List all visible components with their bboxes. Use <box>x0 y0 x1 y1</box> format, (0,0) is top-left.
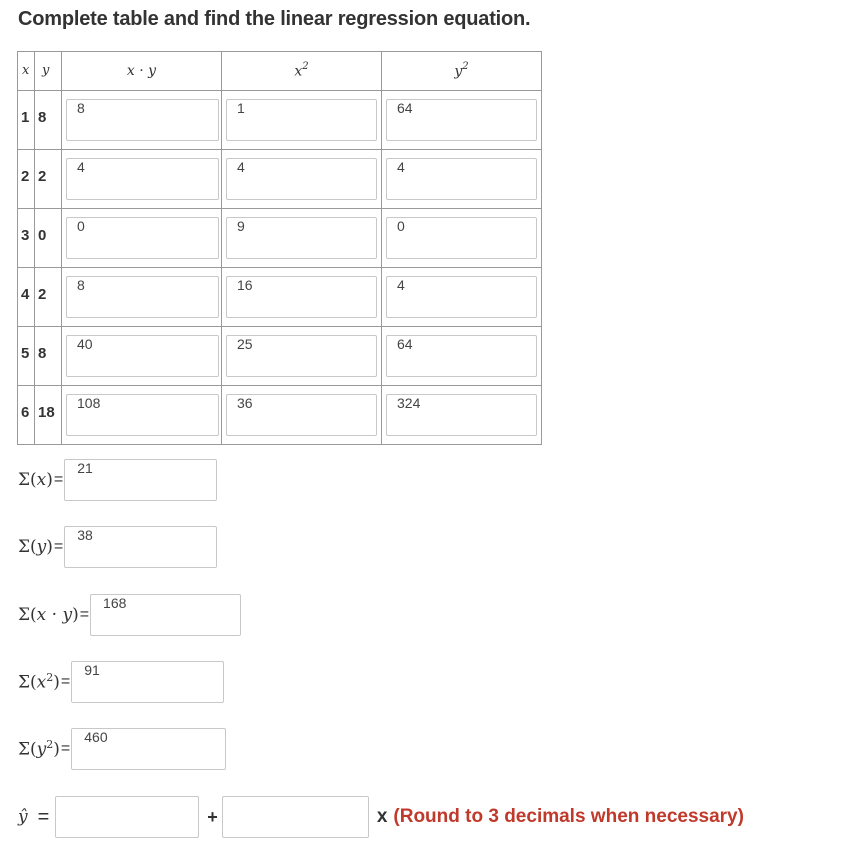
sum-x2-eq: = <box>60 673 71 690</box>
sum-x-line <box>18 459 217 501</box>
x-value: 5 <box>21 345 30 362</box>
table-header-row <box>18 52 542 91</box>
y-value: 18 <box>38 404 55 421</box>
sum-x-label: Σ(x) <box>18 470 53 490</box>
sum-x-input[interactable]: 21 <box>64 459 217 501</box>
xy-input[interactable]: 8 <box>66 99 219 141</box>
xy-cell <box>62 91 222 150</box>
y2-input[interactable]: 4 <box>386 158 537 200</box>
x2-input[interactable]: 4 <box>226 158 377 200</box>
y-value: 0 <box>38 227 47 244</box>
xy-divider <box>34 150 35 208</box>
header-y2-label: y <box>454 63 463 80</box>
regression-equation <box>18 796 744 838</box>
y2-cell <box>382 327 542 386</box>
sum-x2-label: $\Sigma(x^2)$ <box>18 671 60 693</box>
plus-sign: + <box>207 806 218 827</box>
sum-y2-eq: = <box>60 740 71 757</box>
y2-cell <box>382 268 542 327</box>
xy-cell <box>62 386 222 445</box>
x-value: 3 <box>21 227 30 244</box>
sum-xy-line <box>18 594 241 636</box>
xy-divider <box>34 91 35 149</box>
sum-y-line <box>18 526 217 568</box>
table-row <box>18 209 542 268</box>
sum-y-eq: = <box>53 538 64 555</box>
x2-input[interactable]: 1 <box>226 99 377 141</box>
header-xy-label: x · y <box>126 63 157 79</box>
xy-divider <box>34 386 35 444</box>
x2-cell <box>222 91 382 150</box>
header-x: x <box>22 63 30 78</box>
x2-cell <box>222 386 382 445</box>
xy-divider <box>34 327 35 385</box>
header-x-y <box>18 52 62 91</box>
yhat-eq: = <box>37 805 50 828</box>
header-xy <box>62 52 222 91</box>
x-variable: x <box>376 806 388 827</box>
xy-input[interactable]: 108 <box>66 394 219 436</box>
y2-cell <box>382 91 542 150</box>
y2-input[interactable]: 4 <box>386 276 537 318</box>
y2-cell <box>382 209 542 268</box>
x2-cell <box>222 327 382 386</box>
table-row <box>18 268 542 327</box>
sum-xy-label: Σ(x · y) <box>18 605 79 625</box>
yhat-label: ŷ <box>18 807 28 827</box>
header-x2 <box>222 52 382 91</box>
x2-input[interactable]: 36 <box>226 394 377 436</box>
xy-pair-cell <box>18 150 62 209</box>
header-y2 <box>382 52 542 91</box>
xy-pair-cell <box>18 386 62 445</box>
rounding-note: (Round to 3 decimals when necessary) <box>393 806 744 827</box>
y-value: 8 <box>38 109 47 126</box>
header-x2-label: x <box>294 63 303 80</box>
xy-divider <box>34 209 35 267</box>
xy-input[interactable]: 0 <box>66 217 219 259</box>
sum-y2-label: $\Sigma(y^2)$ <box>18 738 60 760</box>
regression-table <box>17 51 542 445</box>
xy-pair-cell <box>18 209 62 268</box>
header-divider <box>34 52 35 90</box>
x-value: 1 <box>21 109 30 126</box>
x-value: 6 <box>21 404 30 421</box>
header-y: y <box>42 63 50 78</box>
xy-input[interactable]: 40 <box>66 335 219 377</box>
y2-input[interactable]: 324 <box>386 394 537 436</box>
y2-input[interactable]: 64 <box>386 99 537 141</box>
sum-x-eq: = <box>53 471 64 488</box>
page-title: Complete table and find the linear regression equation. <box>18 8 531 30</box>
xy-divider <box>34 268 35 326</box>
y2-input[interactable]: 0 <box>386 217 537 259</box>
y-value: 8 <box>38 345 47 362</box>
x2-cell <box>222 268 382 327</box>
table-row <box>18 150 542 209</box>
slope-input[interactable] <box>55 796 199 838</box>
xy-cell <box>62 327 222 386</box>
xy-cell <box>62 209 222 268</box>
xy-pair-cell <box>18 268 62 327</box>
x2-input[interactable]: 9 <box>226 217 377 259</box>
sum-xy-eq: = <box>79 606 90 623</box>
sum-y2-input[interactable]: 460 <box>71 728 226 770</box>
sum-y-input[interactable]: 38 <box>64 526 217 568</box>
y2-cell <box>382 386 542 445</box>
y-value: 2 <box>38 168 47 185</box>
sum-x2-line <box>18 661 224 703</box>
sum-y2-line <box>18 728 226 770</box>
x2-input[interactable]: 25 <box>226 335 377 377</box>
x2-input[interactable]: 16 <box>226 276 377 318</box>
xy-input[interactable]: 4 <box>66 158 219 200</box>
sum-x2-input[interactable]: 91 <box>71 661 224 703</box>
intercept-input[interactable] <box>222 796 369 838</box>
sum-xy-input[interactable]: 168 <box>90 594 241 636</box>
x2-cell <box>222 209 382 268</box>
x-value: 4 <box>21 286 30 303</box>
xy-cell <box>62 150 222 209</box>
table-row <box>18 327 542 386</box>
header-x2-sup: 2 <box>302 61 309 73</box>
x2-cell <box>222 150 382 209</box>
y-value: 2 <box>38 286 47 303</box>
table-row <box>18 91 542 150</box>
x-value: 2 <box>21 168 30 185</box>
y2-cell <box>382 150 542 209</box>
header-y2-sup: 2 <box>462 61 469 73</box>
table-row <box>18 386 542 445</box>
y2-input[interactable]: 64 <box>386 335 537 377</box>
xy-pair-cell <box>18 327 62 386</box>
sum-y-label: Σ(y) <box>18 537 53 557</box>
xy-cell <box>62 268 222 327</box>
xy-pair-cell <box>18 91 62 150</box>
xy-input[interactable]: 8 <box>66 276 219 318</box>
